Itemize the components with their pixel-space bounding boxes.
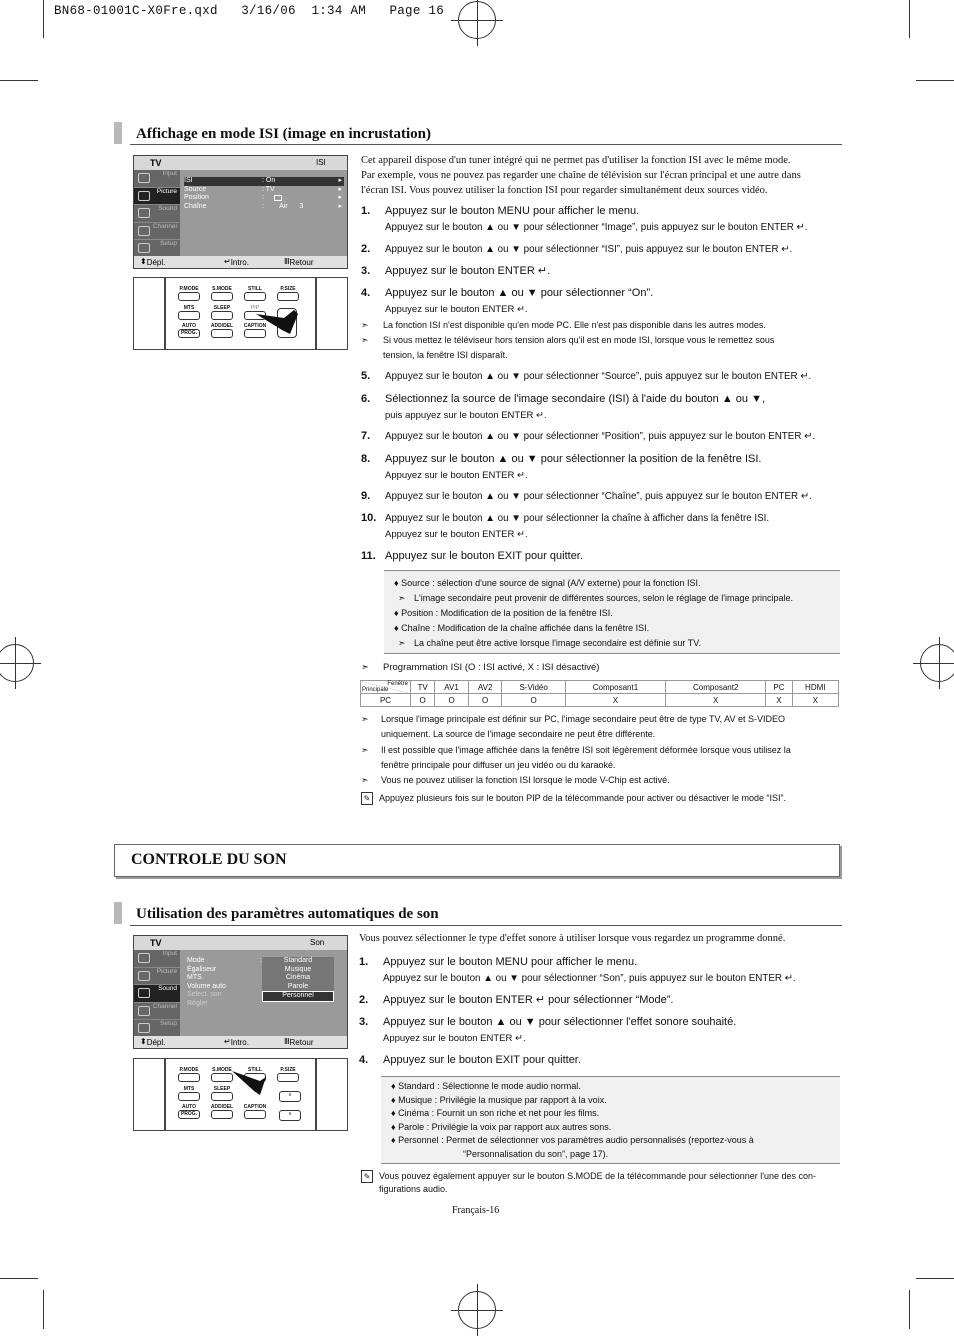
intro-text: Vous pouvez sélectionner le type d'effet sonore à utiliser lorsque vous regardez un programme donné.: [359, 933, 786, 944]
intro-text: Cet appareil dispose d'un tuner intégré qui ne permet pas d'utiliser la fonction ISI avec le même mode. Par exemple, vous ne pouvez pas regarder une chaîne de télévision sur l'écran principal et une autre dans l'écran ISI. Vous pouvez utiliser la fonction ISI pour regarder simultanément deux sources vidéo.: [361, 155, 801, 196]
registration-mark: [0, 644, 34, 682]
registration-mark: [920, 644, 954, 682]
pip-table: Fenêtre Principale TV AV1 AV2 S-Vidéo Composant1 Composant2 PC HDMI PC O O O O X X X X: [360, 680, 839, 707]
bottom-note: ✎ Vous pouvez également appuyer sur le bouton S.MODE de la télécommande pour sélectionner l'une des con- figurations audio.: [361, 1170, 816, 1196]
note-icon: ✎: [361, 1170, 373, 1183]
info-box: ♦ Source : sélection d'une source de signal (A/V externe) pour la fonction ISI. ➣ L'image secondaire peut provenir de différentes sources, selon le réglage de l'image principale. ♦ Position : Modification de la position de la fenêtre ISI. ♦ Chaîne : Modification de la chaîne affichée dans la fenêtre ISI. ➣ La chaîne peut être active lorsque l'image secondaire est définie sur TV.: [384, 570, 840, 654]
section-heading: Affichage en mode ISI (image en incrustation): [114, 122, 431, 144]
note-icon: ✎: [361, 792, 373, 805]
bottom-notes: ➣ Lorsque l'image principale est définir sur PC, l'image secondaire peut être de type TV, AV et S-VIDEO uniquement. La source de l'image secondaire ne peut être différente. ➣ Il est possible que l'image affichée dans la fenêtre ISI soit légèrement déformée lorsque vous utilisez la fenêtre principale pour diffuser un jeu vidéo ou du karaoké. ➣ Vous ne pouvez utiliser la fonction ISI lorsque le mode V-Chip est activé. ✎ Appuyez plusieurs fois sur le bouton PIP de la télécommande pour activer ou désactiver le mode “ISI”.: [361, 714, 791, 804]
isi-menu-screenshot: TV ISI Input Picture Sound Channel Setup ISI : On ▸ Source : TV ▸ Position : ▸ Chaîne : Air 3 ▸ ⬍ Dépl. ↵ Intro. Ⅲ Retour: [133, 155, 348, 269]
page-footer: Français-16: [452, 1205, 500, 1216]
file-header: BN68-01001C-X0Fre.qxd 3/16/06 1:34 AM Page 16: [54, 4, 445, 18]
sound-menu-screenshot: TV Son Input Picture Sound Channel Setup Mode Égaliseur MTS Volume auto Select. son Régler : Standard Musique Cinéma Parole Personnel ⬍ Dépl. ↵ Intro. Ⅲ Retour: [133, 935, 348, 1049]
remote-control-illustration: P.MODE S.MODE STILL P.SIZE MTS SLEEP AUTO PROG. ADD/DEL CAPTION ∧ ∨: [133, 1058, 348, 1131]
step4-notes: ➣ La fonction ISI n'est disponible qu'en mode PC. Elle n'est pas disponible dans les autres modes. ➣ Si vous mettez le téléviseur hors tension alors qu'il est en mode ISI, lorsque vous le remettez sous tension, la fenêtre ISI disparaît.: [361, 320, 775, 360]
info-box: ♦ Standard : Sélectionne le mode audio normal. ♦ Musique : Privilégie la musique par rapport à la voix. ♦ Cinéma : Fournit un son riche et net pour les films. ♦ Parole : Privilégie la voix par rapport aux autres sons. ♦ Personnel : Permet de sélectionner vos paramètres audio personnalisés (reportez-vous à “Personnalisation du son”, page 17).: [381, 1076, 840, 1164]
registration-mark: [458, 1291, 496, 1329]
chapter-title: CONTROLE DU SON: [114, 844, 840, 877]
registration-mark: [458, 1, 496, 39]
pip-programming-note: ➣ Programmation ISI (O : ISI activé, X : ISI désactivé): [361, 662, 600, 673]
section-heading: Utilisation des paramètres automatiques de son: [114, 902, 439, 924]
remote-control-illustration: P.MODE S.MODE STILL P.SIZE MTS SLEEP PIP AUTO PROG. ADD/DEL CAPTION: [133, 277, 348, 350]
